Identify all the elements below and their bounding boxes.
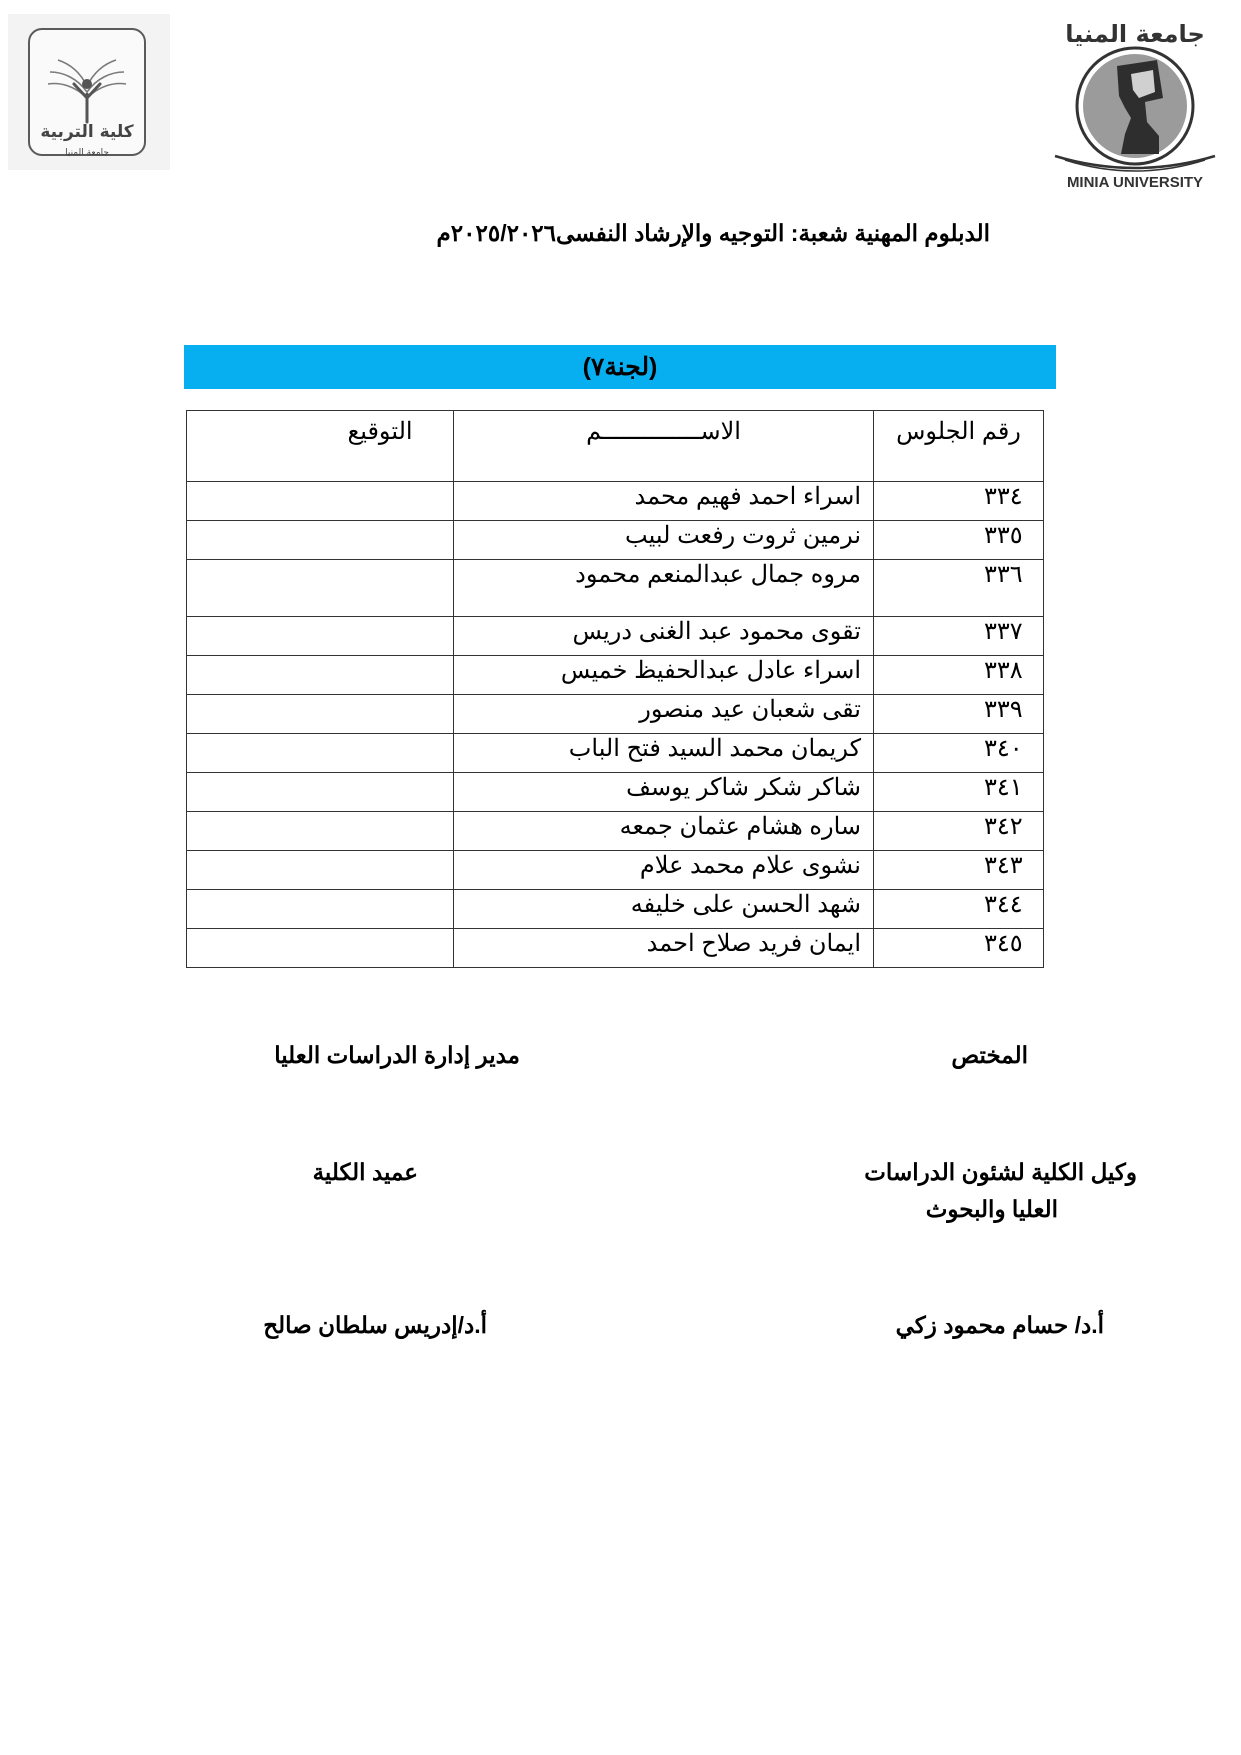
seat-number: ٣٣٥ — [874, 521, 1044, 560]
signature-cell — [187, 617, 454, 656]
student-name: شهد الحسن على خليفه — [454, 890, 874, 929]
page-title: الدبلوم المهنية شعبة: التوجيه والإرشاد النفسى٢٠٢٥/٢٠٢٦م — [436, 220, 990, 246]
seat-number: ٣٣٨ — [874, 656, 1044, 695]
table-row — [187, 521, 1044, 560]
table-row — [187, 695, 1044, 734]
table-row — [187, 773, 1044, 812]
faculty-logo — [8, 14, 170, 170]
faculty-university: جامعة المنيا — [65, 148, 109, 158]
table-row — [187, 560, 1044, 617]
dean-name: أ.د/إدريس سلطان صالح — [263, 1312, 487, 1338]
table-row — [187, 482, 1044, 521]
student-name: اسراء احمد فهيم محمد — [454, 482, 874, 521]
student-name: تقى شعبان عيد منصور — [454, 695, 874, 734]
table-row — [187, 734, 1044, 773]
director-title: مدير إدارة الدراسات العليا — [274, 1042, 520, 1068]
student-name: ساره هشام عثمان جمعه — [454, 812, 874, 851]
university-name-arabic: جامعة المنيا — [1065, 20, 1205, 48]
header-name: الاســــــــــــــم — [454, 411, 874, 482]
student-name: تقوى محمود عبد الغنى دريس — [454, 617, 874, 656]
table-row — [187, 929, 1044, 968]
student-name: نشوى علام محمد علام — [454, 851, 874, 890]
header-seat-number: رقم الجلوس — [874, 411, 1044, 482]
table-row — [187, 617, 1044, 656]
signature-cell — [187, 734, 454, 773]
seat-number: ٣٤١ — [874, 773, 1044, 812]
seat-number: ٣٣٩ — [874, 695, 1044, 734]
signature-cell — [187, 773, 454, 812]
faculty-logo-frame — [28, 28, 146, 156]
university-name-english: MINIA UNIVERSITY — [1066, 174, 1204, 191]
signature-cell — [187, 482, 454, 521]
signature-cell — [187, 521, 454, 560]
seat-number: ٣٤٣ — [874, 851, 1044, 890]
seat-number: ٣٤٢ — [874, 812, 1044, 851]
signature-cell — [187, 890, 454, 929]
table-row — [187, 890, 1044, 929]
nefertiti-emblem-icon — [1035, 46, 1235, 176]
signature-cell — [187, 695, 454, 734]
vice-dean-name: أ.د/ حسام محمود زكي — [895, 1312, 1104, 1338]
faculty-name: كلية التربية — [40, 122, 134, 142]
students-table — [186, 410, 1044, 968]
open-book-icon — [30, 36, 144, 126]
signature-cell — [187, 851, 454, 890]
student-name: مروه جمال عبدالمنعم محمود — [454, 560, 874, 617]
signature-cell — [187, 560, 454, 617]
table-header-row — [187, 411, 1044, 482]
student-name: نرمين ثروت رفعت لبيب — [454, 521, 874, 560]
signature-cell — [187, 656, 454, 695]
seat-number: ٣٤٠ — [874, 734, 1044, 773]
seat-number: ٣٣٧ — [874, 617, 1044, 656]
table-row — [187, 851, 1044, 890]
signature-cell — [187, 929, 454, 968]
seat-number: ٣٣٤ — [874, 482, 1044, 521]
person-head-icon — [82, 79, 92, 89]
student-name: ايمان فريد صلاح احمد — [454, 929, 874, 968]
specialist-title: المختص — [951, 1042, 1028, 1068]
vice-dean-title-line2: العليا والبحوث — [925, 1196, 1058, 1222]
vice-dean-title-line1: وكيل الكلية لشئون الدراسات — [864, 1159, 1137, 1185]
student-name: كريمان محمد السيد فتح الباب — [454, 734, 874, 773]
seat-number: ٣٣٦ — [874, 560, 1044, 617]
dean-title: عميد الكلية — [312, 1159, 418, 1185]
committee-banner: (لجنة٧) — [184, 345, 1056, 389]
seat-number: ٣٤٥ — [874, 929, 1044, 968]
signature-cell — [187, 812, 454, 851]
table-row — [187, 656, 1044, 695]
university-logo — [1035, 20, 1235, 200]
student-name: شاكر شكر شاكر يوسف — [454, 773, 874, 812]
header-signature: التوقيع — [187, 411, 454, 482]
table-row — [187, 812, 1044, 851]
seat-number: ٣٤٤ — [874, 890, 1044, 929]
student-name: اسراء عادل عبدالحفيظ خميس — [454, 656, 874, 695]
